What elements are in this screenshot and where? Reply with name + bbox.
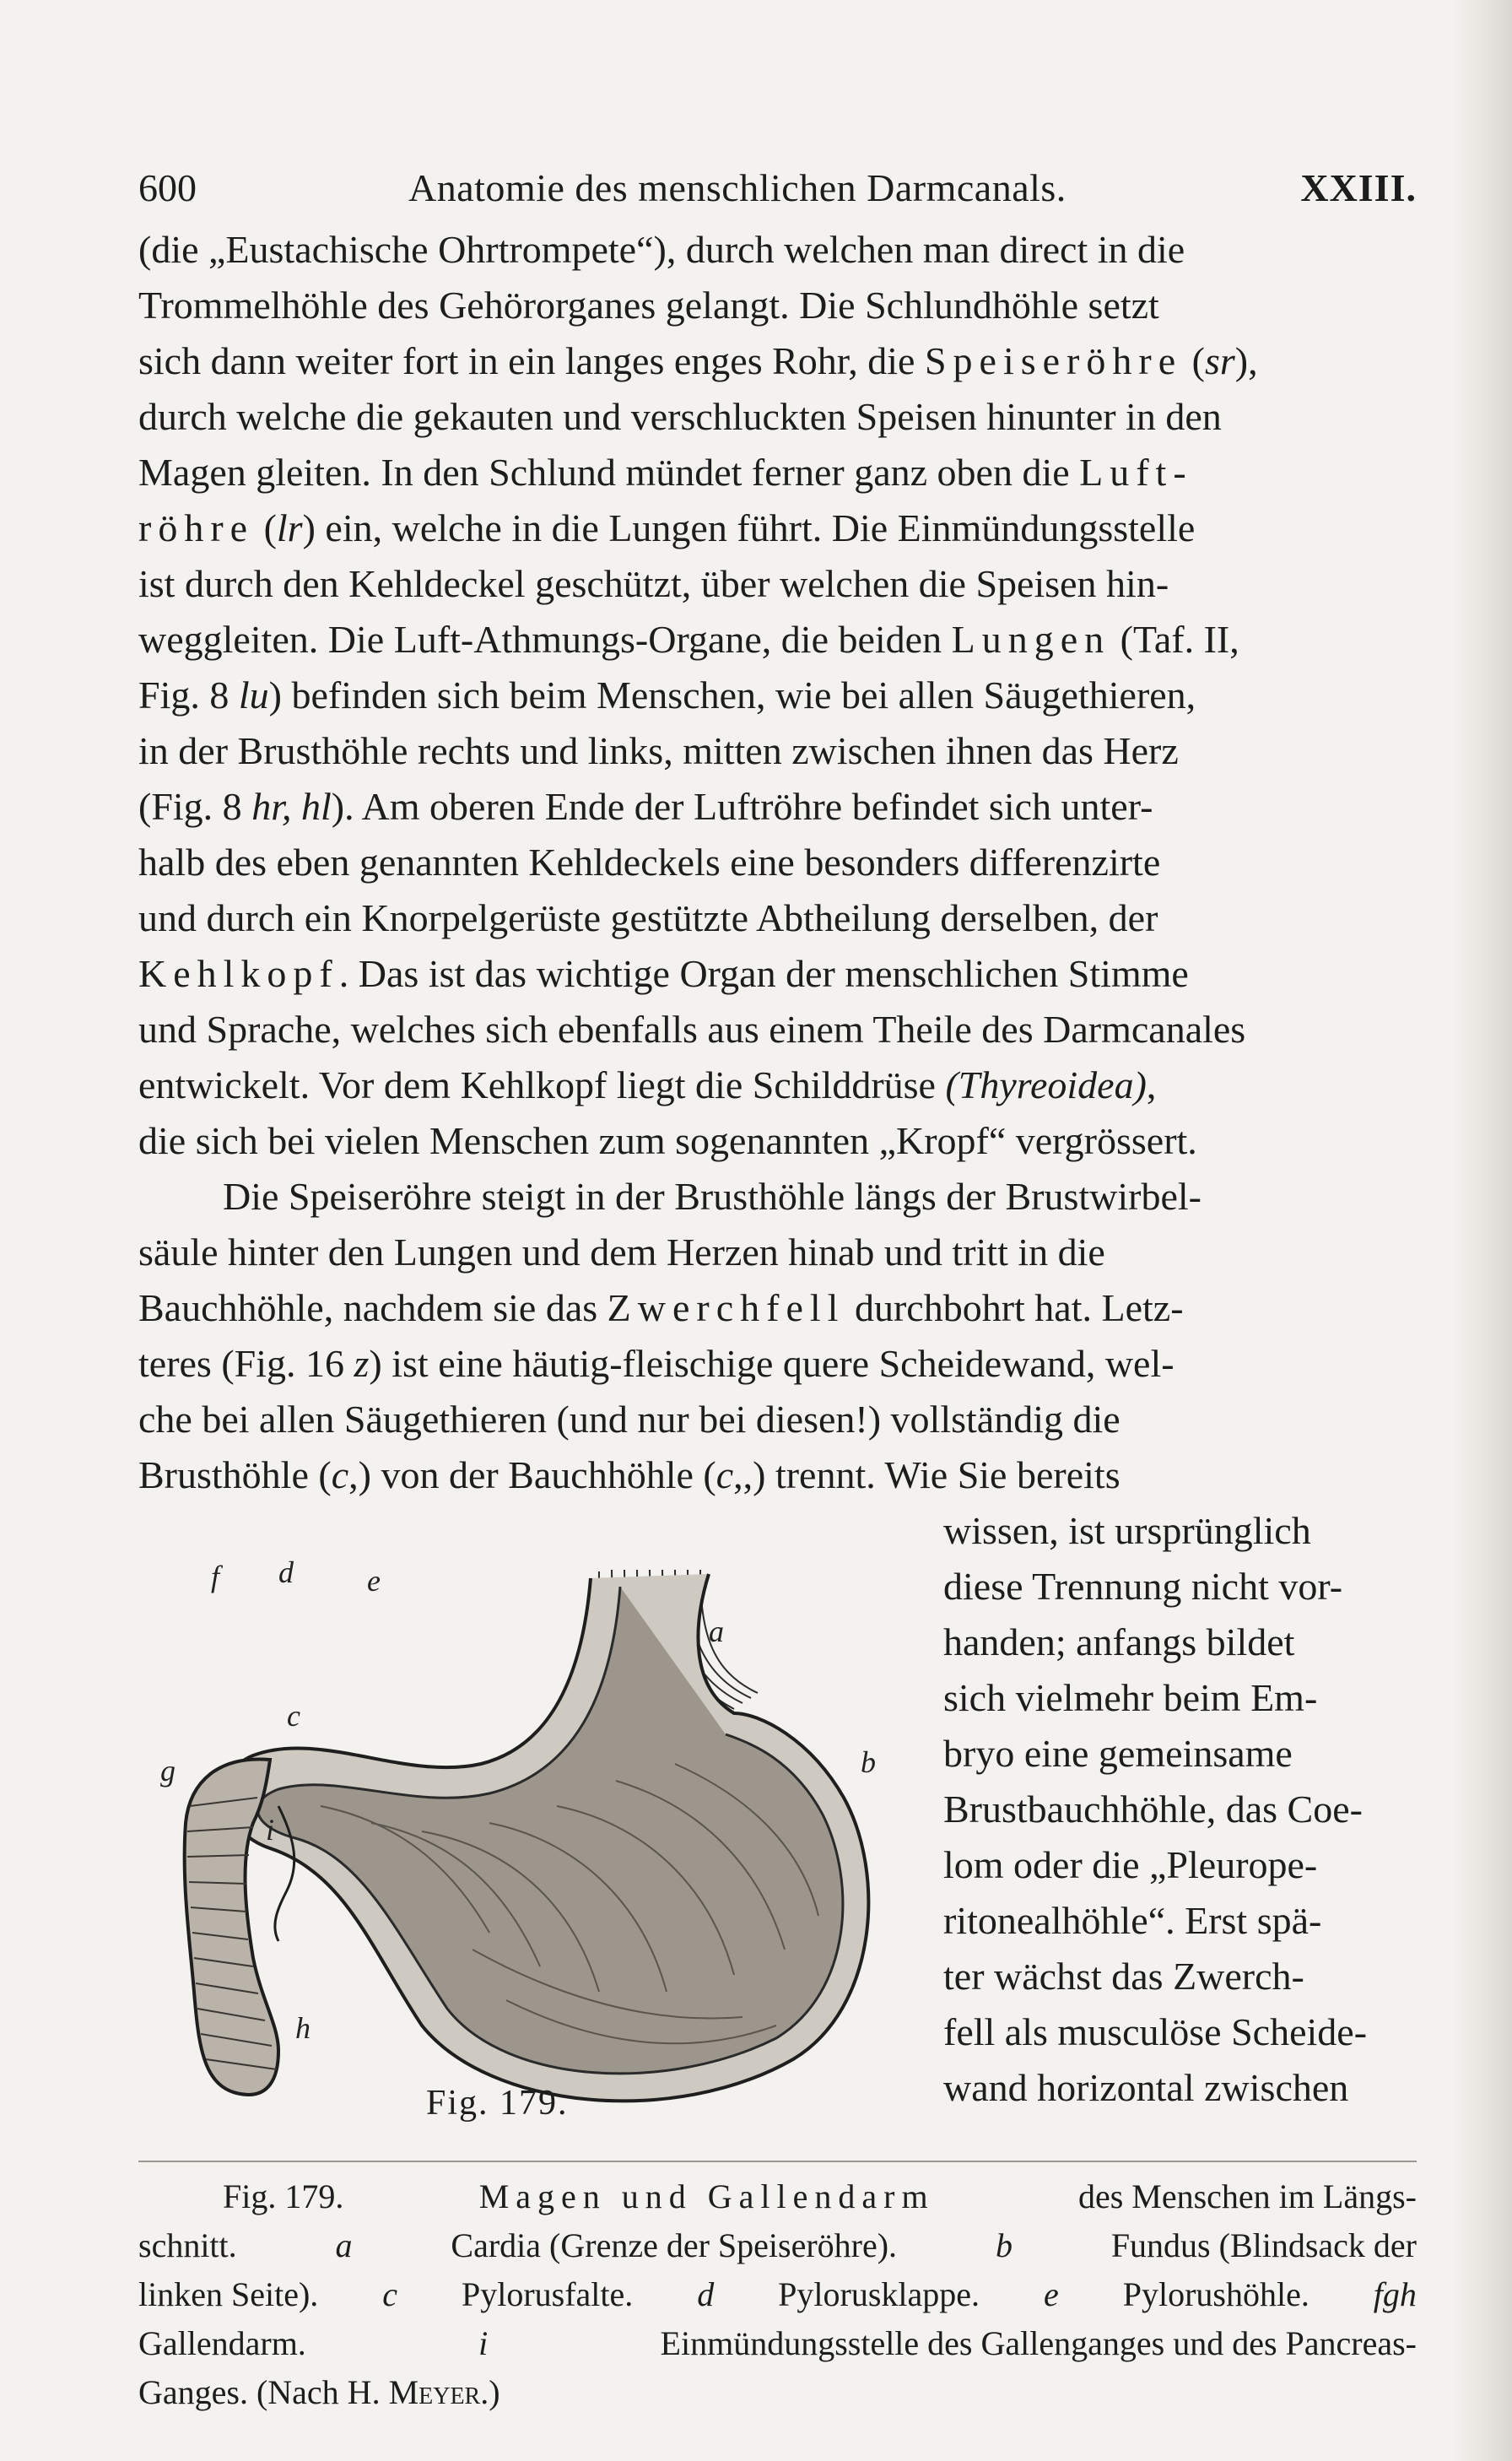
caption-rule [138,2161,1417,2162]
spaced-term: Luft- [1079,451,1193,494]
stomach-inner-wall [257,1587,843,2074]
text-line: halb des eben genannten Kehldeckels eine besonders differenzirte [138,841,1161,884]
paragraph-first-line: Die Speiseröhre steigt in der Brusthöhle längs der Brustwirbel- [223,1175,1202,1218]
text-line: (die „Eustachische Ohrtrompete“), durch welchen man direct in die [138,228,1185,271]
text-line: und Sprache, welches sich ebenfalls aus einem Theile des Darmcanales [138,1008,1246,1051]
text-line: und durch ein Knorpelgerüste gestützte Abtheilung derselben, der [138,896,1158,939]
chapter-number: XXIII. [1300,166,1417,209]
text-line: Trommelhöhle des Gehörorganes gelangt. Die Schlundhöhle setzt [138,284,1159,327]
page-header [138,165,1417,219]
caption-line: linken Seite). c Pylorusfalte. d Pylorusklappe. e Pylorushöhle. fgh [138,2275,1417,2313]
text-line: Bauchhöhle, nachdem sie das Zwerchfell durchbohrt hat. Letz- [138,1281,1417,1335]
figure-letter-g: g [160,1754,176,1788]
text-line: durch welche die gekauten und verschluckten Speisen hinunter in den [138,395,1222,438]
caption-line: schnitt. a Cardia (Grenze der Speiseröhre). b Fundus (Blindsack der [138,2226,1417,2264]
side-text-line: lom oder die „Pleurope- [943,1843,1318,1886]
text-line: Fig. 8 lu ) befinden sich beim Menschen, wie bei allen Säugethieren, [138,673,1196,717]
figure-letter-f: f [211,1560,220,1593]
spaced-term: Lungen [951,618,1111,661]
side-text-line: Brustbauchhöhle, das Coe- [943,1788,1363,1831]
text-line: (Fig. 8 hr, hl ). Am oberen Ende der Luftröhre befindet sich unter- [138,785,1153,828]
text-line: Kehlkopf . Das ist das wichtige Organ der menschlichen Stimme [138,947,1417,1001]
spaced-term: Zwerchfell [607,1286,845,1329]
side-text-line: ritonealhöhle“. Erst spä- [943,1899,1322,1942]
text-line: che bei allen Säugethieren (und nur bei diesen!) vollständig die [138,1398,1120,1441]
figure-letter-a: a [709,1615,724,1648]
side-text-line: bryo eine gemeinsame [943,1732,1293,1775]
side-text-line: wand horizontal zwischen [943,2066,1349,2109]
text-line: weggleiten. Die Luft-Athmungs-Organe, die beiden Lungen (Taf. II, [138,613,1417,667]
side-text-line: wissen, ist ursprünglich [943,1509,1311,1552]
spaced-term: Speiseröhre [924,339,1183,382]
side-text-line: ter wächst das Zwerch- [943,1955,1304,1998]
figure-label: Fig. 179. [426,2084,569,2123]
figure-letter-d: d [278,1555,294,1589]
spaced-term: Kehlkopf [138,952,339,995]
figure-letter-e: e [367,1564,381,1598]
text-line: Magen gleiten. In den Schlund mündet ferner ganz oben die Luft- [138,446,1417,500]
side-text-line: handen; anfangs bildet [943,1620,1295,1663]
side-text-line: sich vielmehr beim Em- [943,1676,1318,1719]
caption-line: Ganges. (Nach H. Meyer .) [138,2373,500,2411]
figure-letter-h: h [295,2011,310,2045]
spaced-term: röhre [138,506,255,549]
page-number: 600 [138,166,197,209]
text-line: in der Brusthöhle rechts und links, mitten zwischen ihnen das Herz [138,729,1179,772]
text-line: Brusthöhle ( c ,) von der Bauchhöhle ( c ,,) trennt. Wie Sie bereits [138,1453,1120,1496]
figure-letter-b: b [861,1745,876,1779]
text-line: teres (Fig. 16 z ) ist eine häutig-fleischige quere Scheidewand, wel- [138,1342,1174,1385]
text-line: die sich bei vielen Menschen zum sogenannten „Kropf“ vergrössert. [138,1119,1197,1162]
text-line: ist durch den Kehldeckel geschützt, über welchen die Speisen hin- [138,562,1169,605]
figure-letter-c: c [287,1699,300,1733]
page-edge-shadow [1453,0,1512,2461]
running-title: Anatomie des menschlichen Darmcanals. [408,166,1066,209]
caption-line: Fig. 179. Magen und Gallendarm des Menschen im Längs- [223,2177,1417,2215]
caption-line: Gallendarm. i Einmündungsstelle des Gallenganges und des Pancreas- [138,2324,1417,2362]
stomach-illustration [152,1553,911,2135]
side-text-line: fell als musculöse Scheide- [943,2010,1368,2053]
figure-letter-i: i [266,1813,275,1847]
text-line: säule hinter den Lungen und dem Herzen hinab und tritt in die [138,1230,1105,1274]
text-line: röhre ( lr ) ein, welche in die Lungen führt. Die Einmündungsstelle [138,501,1417,555]
side-text-line: diese Trennung nicht vor- [943,1565,1343,1608]
text-line: entwickelt. Vor dem Kehlkopf liegt die Schilddrüse (Thyreoidea) , [138,1063,1157,1106]
text-line: sich dann weiter fort in ein langes enges Rohr, die Speiseröhre ( sr ), [138,334,1417,388]
